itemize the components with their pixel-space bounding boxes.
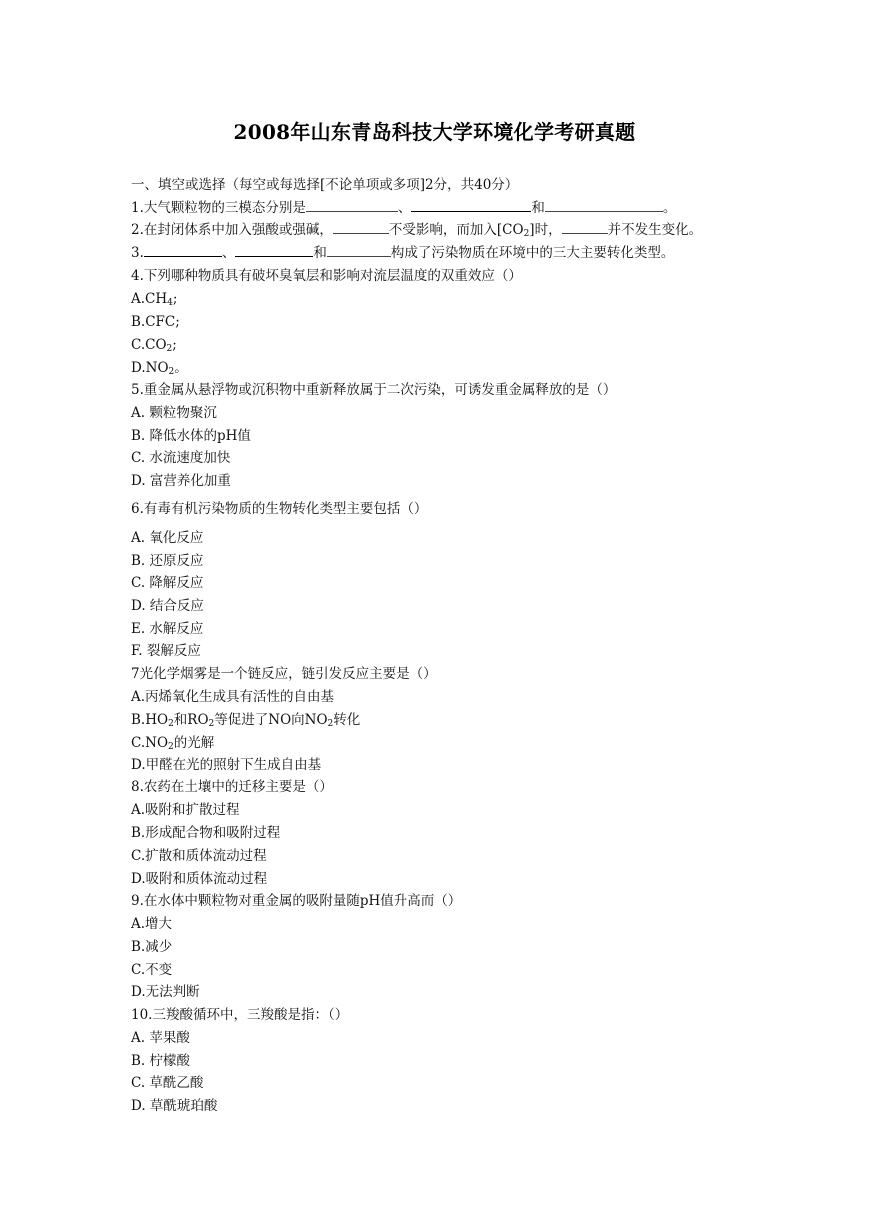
q6-option-e: E. 水解反应	[131, 621, 204, 637]
q4-option-b: B.CFC;	[131, 314, 180, 330]
q5-option-a: A. 颗粒物聚沉	[131, 405, 217, 421]
q7-option-a: A.丙烯氧化生成具有活性的自由基	[131, 689, 335, 705]
q2-text: 2.在封闭体系中加入强酸或强碱，	[131, 222, 333, 238]
q3-number: 3.	[131, 245, 144, 261]
q3-end: 构成了污染物质在环境中的三大主要转化类型。	[390, 245, 675, 261]
q1-blank-3	[545, 199, 663, 212]
q7-option-b: $B.HO_2$和$RO_2$等促进了NO向$NO_2$转化	[131, 712, 361, 729]
q1-and: 和	[531, 200, 545, 216]
q4-option-c: $C.CO_2$;	[131, 337, 177, 354]
q1-separator: 、	[397, 200, 412, 216]
question-8-stem: 8.农药在土壤中的迁移主要是（）	[131, 779, 333, 795]
q7-option-c: $C.NO_2$的光解	[131, 735, 215, 752]
q1-text: 1.大气颗粒物的三模态分别是	[131, 200, 306, 216]
q6-option-a: A. 氧化反应	[131, 530, 204, 546]
q10-option-a: A. 苹果酸	[131, 1030, 190, 1046]
q6-option-c: C. 降解反应	[131, 575, 204, 591]
q8-option-a: A.吸附和扩散过程	[131, 802, 240, 818]
section-heading: 一、填空或选择（每空或每选择[不论单项或多项]2分，共40分）	[131, 177, 519, 193]
q7-option-d: D.甲醛在光的照射下生成自由基	[131, 757, 322, 773]
q5-option-b: B. 降低水体的pH值	[131, 428, 251, 444]
q9-option-a: A.增大	[131, 916, 173, 932]
q2-blank-1	[333, 221, 389, 234]
q1-end: 。	[662, 200, 677, 216]
question-4-stem: 4.下列哪种物质具有破坏臭氧层和影响对流层温度的双重效应（）	[131, 268, 522, 284]
q10-option-c: C. 草酰乙酸	[131, 1075, 204, 1091]
question-9-stem: 9.在水体中颗粒物对重金属的吸附量随pH值升高而（）	[131, 893, 462, 909]
q10-option-b: B. 柠檬酸	[131, 1053, 191, 1069]
q3-and: 和	[313, 245, 327, 261]
q3-blank-1	[144, 244, 222, 257]
q8-option-d: D.吸附和质体流动过程	[131, 871, 268, 887]
question-2	[131, 221, 702, 239]
q5-option-c: C. 水流速度加快	[131, 450, 231, 466]
q5-option-d: D. 富营养化加重	[131, 473, 231, 489]
q10-option-d: D. 草酰琥珀酸	[131, 1098, 218, 1114]
q3-separator: 、	[221, 245, 236, 261]
q9-option-c: C.不变	[131, 962, 173, 978]
q4-option-a: $A.CH_4$;	[131, 291, 178, 308]
q1-blank-1	[306, 199, 398, 212]
document-title: 2008年山东青岛科技大学环境化学考研真题	[233, 120, 636, 144]
q2-blank-2	[562, 221, 608, 234]
q2-mid2: ]时，	[529, 222, 562, 238]
q2-subscript: 2	[523, 229, 530, 239]
q9-option-b: B.减少	[131, 939, 173, 955]
q2-end: 并不发生变化。	[607, 222, 703, 238]
q1-blank-2	[411, 199, 531, 212]
question-6-stem: 6.有毒有机污染物质的生物转化类型主要包括（）	[131, 501, 428, 517]
question-7-stem: 7光化学烟雾是一个链反应，链引发反应主要是（）	[131, 666, 437, 682]
q6-option-f: F. 裂解反应	[131, 643, 201, 659]
q3-blank-3	[327, 244, 391, 257]
q2-mid: 不受影响，而加入[CO	[388, 222, 524, 238]
question-3	[131, 244, 674, 262]
q3-blank-2	[235, 244, 313, 257]
q9-option-d: D.无法判断	[131, 984, 200, 1000]
q8-option-c: C.扩散和质体流动过程	[131, 848, 267, 864]
q6-option-b: B. 还原反应	[131, 553, 204, 569]
q8-option-b: B.形成配合物和吸附过程	[131, 825, 281, 841]
q4-option-d: $D.NO_2$。	[131, 360, 188, 377]
q6-option-d: D. 结合反应	[131, 598, 204, 614]
question-1	[131, 199, 676, 217]
question-5-stem: 5.重金属从悬浮物或沉积物中重新释放属于二次污染，可诱发重金属释放的是（）	[131, 382, 617, 398]
question-10-stem: 10.三羧酸循环中，三羧酸是指：（）	[131, 1007, 349, 1023]
